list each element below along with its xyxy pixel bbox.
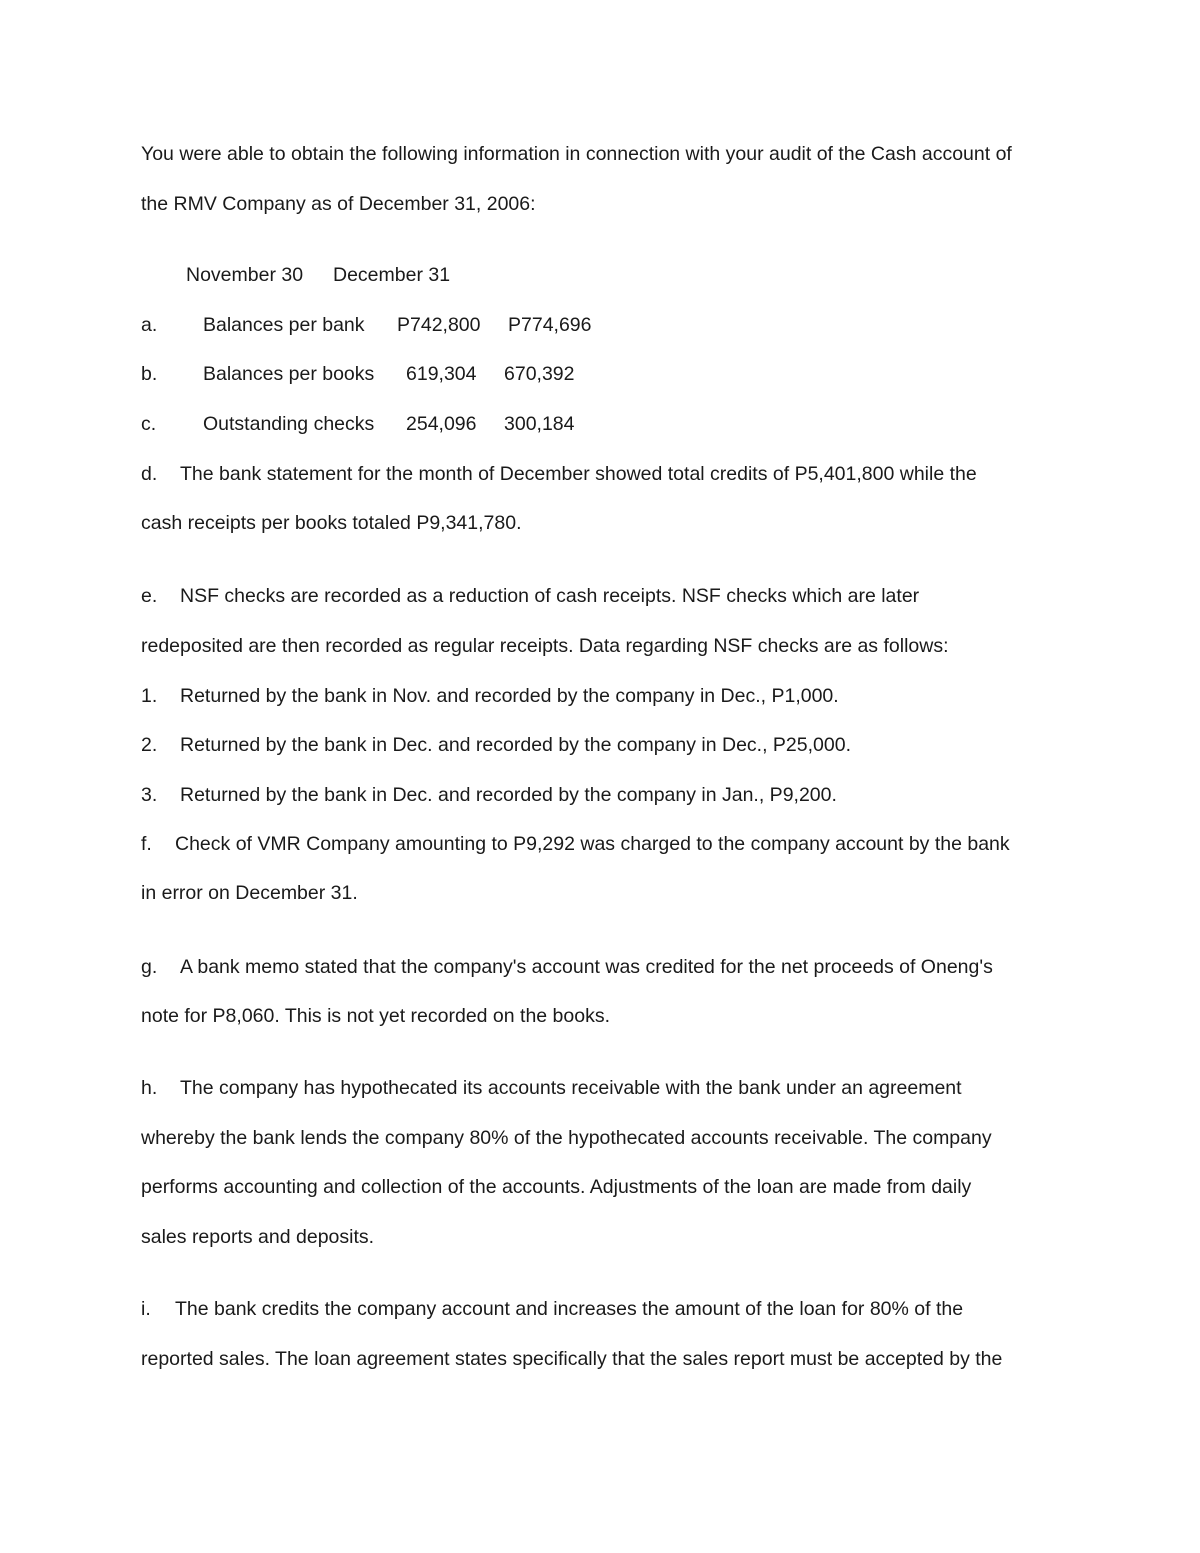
item-f-line-1 <box>141 832 1010 856</box>
row-label: Outstanding checks <box>203 413 375 435</box>
item-d-text-1: The bank statement for the month of December showed total credits of P5,401,800 while the <box>180 463 977 485</box>
item-g-line-1 <box>141 955 993 979</box>
item-f-text-1: Check of VMR Company amounting to P9,292 was charged to the company account by the bank <box>175 833 1010 855</box>
item-h-line-1 <box>141 1076 962 1100</box>
nsf-number: 3. <box>141 784 158 806</box>
item-h-marker: h. <box>141 1077 158 1099</box>
row-dec-value: P774,696 <box>508 314 592 336</box>
item-i-text-1: The bank credits the company account and increases the amount of the loan for 80% of the <box>175 1298 964 1320</box>
item-h-line-4: sales reports and deposits. <box>141 1226 375 1248</box>
item-f-marker: f. <box>141 833 152 855</box>
header-december: December 31 <box>333 264 451 286</box>
nsf-text: Returned by the bank in Nov. and recorded by the company in Dec., P1,000. <box>180 685 839 707</box>
list-item <box>141 733 851 757</box>
row-label: Balances per books <box>203 363 375 385</box>
item-f-line-2: in error on December 31. <box>141 882 358 904</box>
nsf-text: Returned by the bank in Dec. and recorded by the company in Dec., P25,000. <box>180 734 851 756</box>
row-letter: c. <box>141 413 157 435</box>
item-i-marker: i. <box>141 1298 151 1320</box>
row-nov-value: 254,096 <box>406 413 477 435</box>
list-item <box>141 783 837 807</box>
item-d-line-1 <box>141 462 977 486</box>
intro-line-1: You were able to obtain the following information in connection with your audit of the Cash account of <box>141 143 1012 165</box>
nsf-number: 1. <box>141 685 158 707</box>
row-dec-value: 670,392 <box>504 363 575 385</box>
item-e-line-2: redeposited are then recorded as regular receipts. Data regarding NSF checks are as follows: <box>141 635 949 657</box>
item-e-line-1 <box>141 584 919 608</box>
item-h-text-1: The company has hypothecated its accounts receivable with the bank under an agreement <box>180 1077 962 1099</box>
item-h-line-2: whereby the bank lends the company 80% of the hypothecated accounts receivable. The company <box>141 1127 992 1149</box>
item-g-line-2: note for P8,060. This is not yet recorded on the books. <box>141 1005 611 1027</box>
item-e-marker: e. <box>141 585 158 607</box>
item-i-line-2: reported sales. The loan agreement states specifically that the sales report must be accepted by the <box>141 1348 1003 1370</box>
row-letter: b. <box>141 363 158 385</box>
list-item <box>141 684 839 708</box>
row-label: Balances per bank <box>203 314 365 336</box>
row-letter: a. <box>141 314 158 336</box>
item-d-marker: d. <box>141 463 158 485</box>
header-november: November 30 <box>186 264 304 286</box>
item-e-text-1: NSF checks are recorded as a reduction of cash receipts. NSF checks which are later <box>180 585 920 607</box>
row-nov-value: 619,304 <box>406 363 477 385</box>
item-d-line-2: cash receipts per books totaled P9,341,780. <box>141 512 522 534</box>
intro-line-2: the RMV Company as of December 31, 2006: <box>141 193 536 215</box>
row-nov-value: P742,800 <box>397 314 481 336</box>
item-i-line-1 <box>141 1297 963 1321</box>
item-g-text-1: A bank memo stated that the company's account was credited for the net proceeds of Oneng's <box>180 956 993 978</box>
item-h-line-3: performs accounting and collection of the accounts. Adjustments of the loan are made from daily <box>141 1176 972 1198</box>
nsf-text: Returned by the bank in Dec. and recorded by the company in Jan., P9,200. <box>180 784 837 806</box>
item-g-marker: g. <box>141 956 158 978</box>
row-dec-value: 300,184 <box>504 413 575 435</box>
nsf-number: 2. <box>141 734 158 756</box>
